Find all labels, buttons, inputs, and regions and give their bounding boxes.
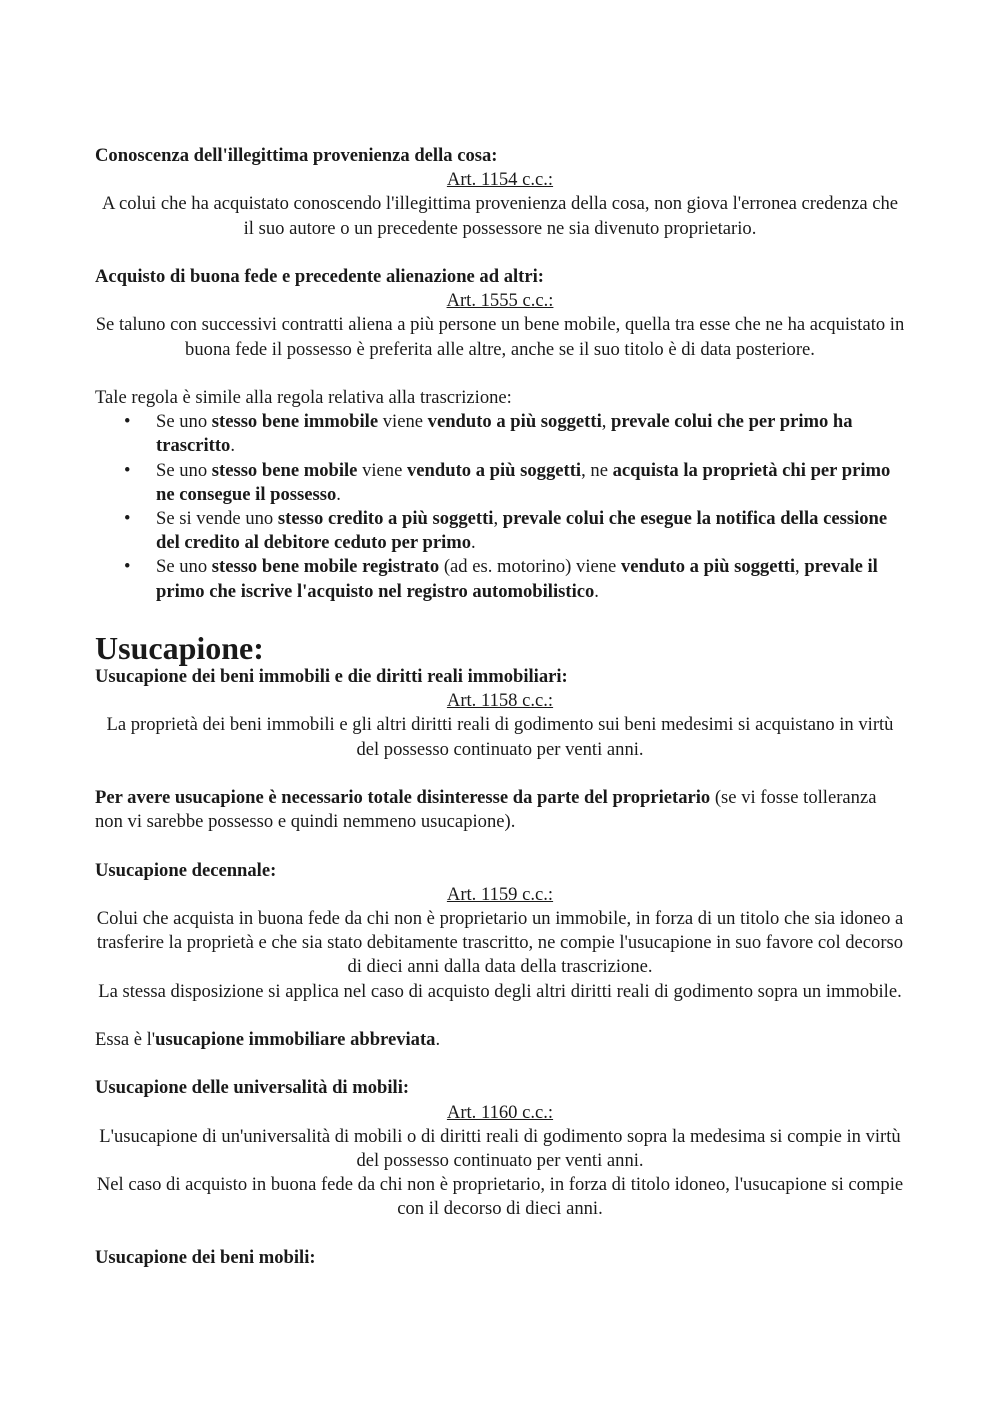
article-reference (95, 883, 905, 907)
list-item: • Se uno stesso bene mobile viene venduto a più soggetti, ne acquista la proprietà chi per primo ne consegue il possesso. (124, 459, 891, 505)
spacer (95, 1004, 905, 1028)
article-text: Se taluno con successivi contratti aliena a più persone un bene mobile, quella tra esse che ne ha acquistato in buona fede il possesso è preferita alle altre, anche se il suo titolo è di data posteriore. (95, 314, 905, 360)
spacer (95, 1222, 905, 1246)
article-reference (95, 289, 905, 313)
article-link: Art. 1158 c.c.: (446, 690, 554, 712)
article-text: La stessa disposizione si applica nel caso di acquisto degli altri diritti reali di godimento sopra un immobile. (98, 980, 902, 1002)
article-text: Nel caso di acquisto in buona fede da chi non è proprietario, in forza di titolo idoneo, l'usucapione si compie con il decorso di dieci anni. (96, 1174, 904, 1220)
bullet-list (95, 410, 905, 604)
spacer (95, 604, 905, 628)
spacer (95, 241, 905, 265)
article-text: A colui che ha acquistato conoscendo l'illegittima provenienza della cosa, non giova l'erronea credenza che il suo autore o un precedente possessore ne sia divenuto proprietario. (101, 193, 899, 239)
article-link: Art. 1160 c.c.: (446, 1101, 554, 1123)
article-text: Colui che acquista in buona fede da chi non è proprietario un immobile, in forza di un titolo che sia idoneo a trasferire la proprietà e che sia stato debitamente trascritto, ne compie l'usucapione in suo favore col decorso di dieci anni dalla data della trascrizione. (96, 908, 904, 978)
article-reference (95, 1101, 905, 1125)
spacer (95, 362, 905, 386)
article-text: L'usucapione di un'universalità di mobili o di diritti reali di godimento sopra la medesima si compie in virtù del possesso continuato per venti anni. (99, 1125, 901, 1172)
article-reference (95, 689, 905, 713)
article-link: Art. 1154 c.c.: (446, 169, 554, 191)
list-item: • Se uno stesso bene mobile registrato (ad es. motorino) viene venduto a più soggetti, prevale il primo che iscrive l'acquisto nel registro automobilistico. (124, 556, 878, 602)
section-heading: Usucapione dei beni immobili e die diritti reali immobiliari: (95, 666, 568, 688)
section-heading: Acquisto di buona fede e precedente alienazione ad altri: (95, 266, 544, 287)
section-heading: Conoscenza dell'illegittima provenienza della cosa: (95, 145, 498, 166)
article-reference (95, 168, 905, 192)
list-item: • Se si vende uno stesso credito a più soggetti, prevale colui che esegue la notifica della cessione del credito al debitore ceduto per primo. (124, 508, 888, 554)
document-page (95, 144, 905, 1270)
paragraph: Per avere usucapione è necessario totale disinteresse da parte del proprietario (se vi fosse tolleranza non vi sarebbe possesso e quindi nemmeno usucapione). (95, 787, 877, 833)
article-link: Art. 1555 c.c.: (446, 290, 554, 312)
list-item: • Se uno stesso bene immobile viene venduto a più soggetti, prevale colui che per primo ha trascritto. (124, 411, 853, 457)
bullet-icon: • (124, 556, 131, 578)
bullet-icon: • (124, 411, 131, 433)
section-heading: Usucapione decennale: (95, 859, 277, 881)
bullet-icon: • (124, 508, 131, 530)
section-heading: Usucapione dei beni mobili: (95, 1246, 316, 1268)
spacer (95, 1052, 905, 1076)
article-link: Art. 1159 c.c.: (446, 883, 554, 905)
spacer (95, 834, 905, 858)
bullet-icon: • (124, 459, 131, 481)
chapter-title: Usucapione: (95, 630, 264, 667)
paragraph: Tale regola è simile alla regola relativa alla trascrizione: (95, 387, 512, 408)
spacer (95, 762, 905, 786)
section-heading: Usucapione delle universalità di mobili: (95, 1077, 410, 1099)
paragraph: Essa è l'usucapione immobiliare abbreviata. (95, 1029, 441, 1051)
article-text: La proprietà dei beni immobili e gli altri diritti reali di godimento sui beni medesimi si acquistano in virtù del possesso continuato per venti anni. (106, 714, 894, 760)
